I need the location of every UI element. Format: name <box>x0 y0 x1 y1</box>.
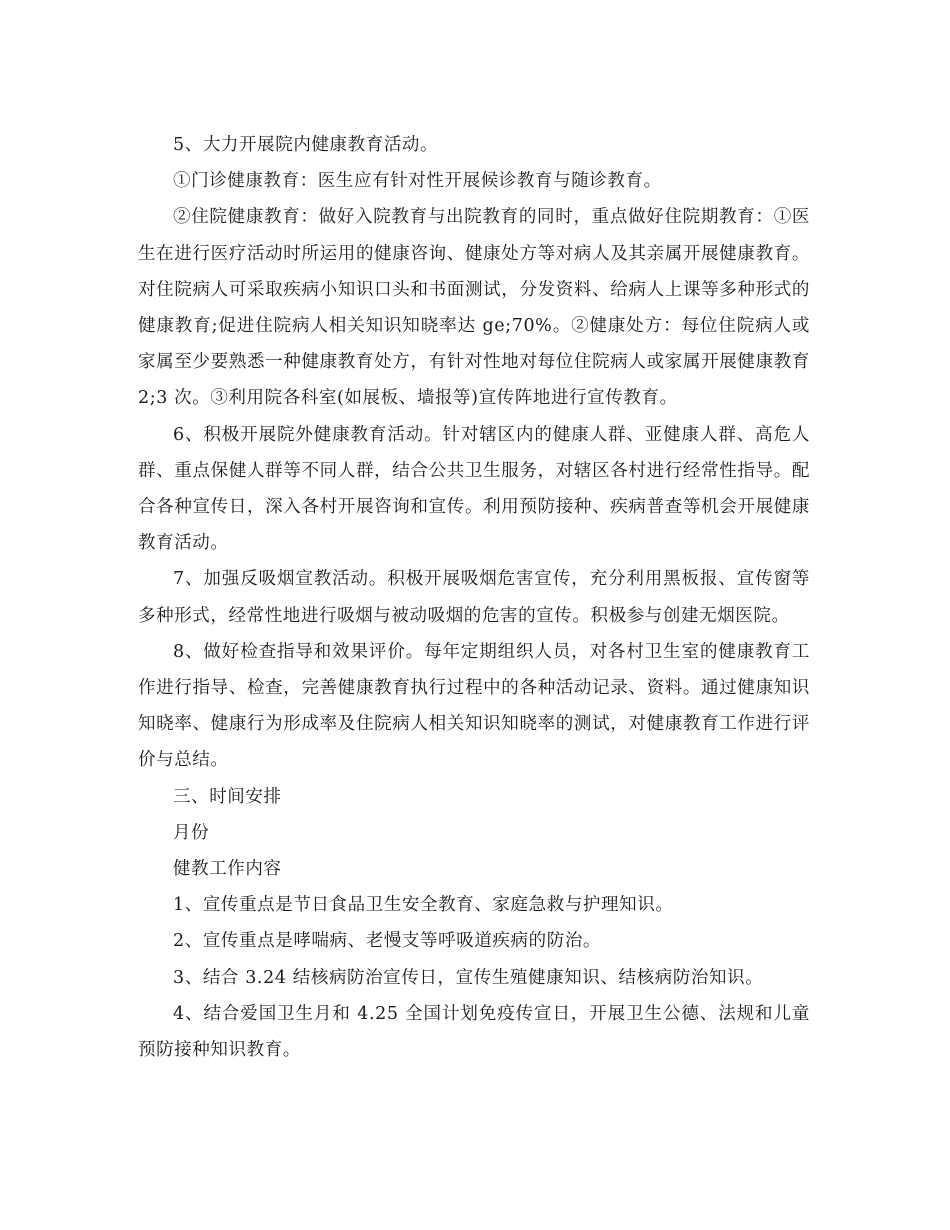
paragraph-inpatient-activities: 5、大力开展院内健康教育活动。 <box>173 135 439 155</box>
paragraph-inpatient-education: ②住院健康教育：做好入院教育与出院教育的同时，重点做好住院期教育：①医生在进行医疗活动时所运用的健康咨询、健康处方等对病人及其亲属开展健康教育。对住院病人可采取疾病小知识口头和书面测试，分发资料、给病人上课等多种形式的健康教育;促进住院病人相关知识知晓率达 ge;70%。②健康处方：每位住院病人或家属至少要熟悉一种健康教育处方，有针对性地对每位住院病人或家属开展健康教育 2;3 次。③利用院各科室(如展板、墙报等)宣传阵地进行宣传教育。 <box>138 207 810 409</box>
paragraph-outreach-activities: 6、积极开展院外健康教育活动。针对辖区内的健康人群、亚健康人群、高危人群、重点保健人群等不同人群，结合公共卫生服务，对辖区各村进行经常性指导。配合各种宣传日，深入各村开展咨询和宣传。利用预防接种、疾病普查等机会开展健康教育活动。 <box>138 424 810 554</box>
schedule-item: 3、结合 3.24 结核病防治宣传日，宣传生殖健康知识、结核病防治知识。 <box>173 967 764 988</box>
paragraph-anti-smoking: 7、加强反吸烟宣教活动。积极开展吸烟危害宣传，充分利用黑板报、宣传窗等多种形式，经常性地进行吸烟与被动吸烟的危害的宣传。积极参与创建无烟医院。 <box>138 569 810 626</box>
schedule-column-content: 健教工作内容 <box>173 859 282 880</box>
schedule-item: 2、宣传重点是哮喘病、老慢支等呼吸道疾病的防治。 <box>173 931 602 952</box>
document-body <box>138 127 810 1068</box>
paragraph-outpatient-education: ①门诊健康教育：医生应有针对性开展候诊教育与随诊教育。 <box>173 171 662 192</box>
section-heading-schedule: 三、时间安排 <box>173 786 282 807</box>
schedule-column-month: 月份 <box>173 822 210 843</box>
paragraph-evaluation: 8、做好检查指导和效果评价。每年定期组织人员，对各村卫生室的健康教育工作进行指导、检查，完善健康教育执行过程中的各种活动记录、资料。通过健康知识知晓率、健康行为形成率及住院病人相关知识知晓率的测试，对健康教育工作进行评价与总结。 <box>138 641 810 771</box>
schedule-item: 1、宣传重点是节日食品卫生安全教育、家庭急救与护理知识。 <box>173 895 674 916</box>
schedule-item: 4、结合爱国卫生月和 4.25 全国计划免疫传宣日，开展卫生公德、法规和儿童预防接种知识教育。 <box>138 1003 810 1061</box>
